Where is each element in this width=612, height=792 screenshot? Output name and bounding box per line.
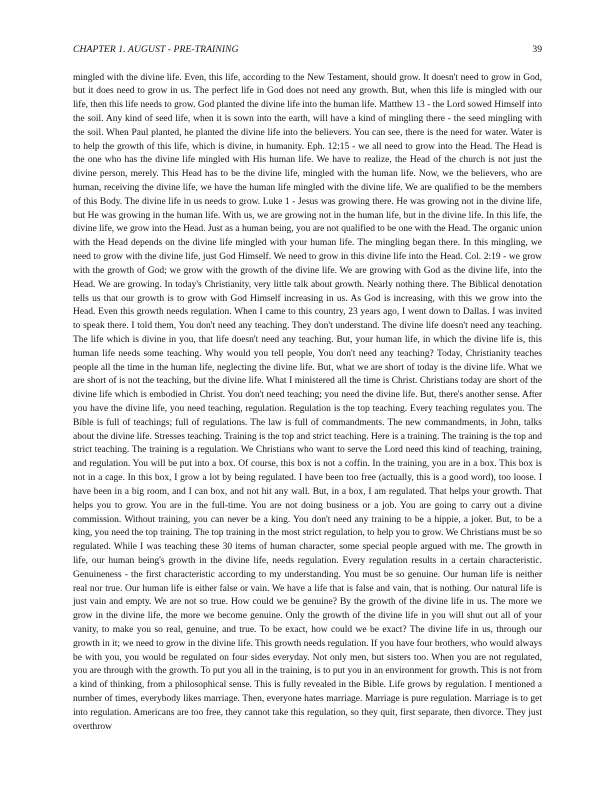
page-number: 39 [532, 44, 542, 55]
running-header [73, 43, 542, 57]
body-paragraph: mingled with the divine life. Even, this life, according to the New Testament, should grow. It doesn't need to grow in God, but it does need to grow in us. The perfect life in God does not need any growth. But, when this life is mingled with our life, then this life needs to grow. God planted the divine life into the human life. Matthew 13 - the Lord sowed Himself into the soil. Any kind of seed life, when it is sown into the earth, will have a kind of mingling there - the seed mingling with the soil. When Paul planted, he planted the divine life into the believers. You can see, there is the need for water. Water is to help the growth of this life, which is divine, in humanity. Eph. 12:15 - we all need to grow into the Head. The Head is the one who has the divine life mingled with His human life. We have to realize, the Head of the church is not just the divine person, merely. This Head has to be the divine life, mingled with the human life. Now, we the believers, who are human, receiving the divine life, we have the human life mingled with the divine life. We are qualified to be the members of this Body. The divine life in us needs to grow. Luke 1 - Jesus was growing there. He was growing not in the divine life, but He was growing in the human life. With us, we are growing not in the human life, but in the divine life. In this life, the divine life, we grow into the Head. Just as a human being, you are not qualified to be one with the Head. The organic union with the Head depends on the divine life mingled with your human life. The mingling began there. In this mingling, we need to grow with the divine life, just God Himself. We need to grow in this divine life into the Head. Col. 2:19 - we grow with the growth of God; we grow with the growth of the divine life. We are growing with God as the divine life, into the Head. We are growing. In today's Christianity, very little talk about growth. Nearly nothing there. The Biblical denotation tells us that our growth is to grow with God Himself increasing in us. As God is increasing, with this we grow into the Head. Even this growth needs regulation. When I came to this country, 23 years ago, I went down to Dallas. I was invited to speak there. I told them, You don't need any teaching. They don't understand. The divine life doesn't need any teaching. The life which is divine in you, that life doesn't need any teaching. But, your human life, in which the divine life is, this human life needs some teaching. Why would you tell people, You don't need any teaching? Today, Christianity teaches people all the time in the human life, neglecting the divine life. But, what we are short of today is the divine life. What we are short of is not the teaching, but the divine life. What I ministered all the time is Christ. Christians today are short of the divine life which is embodied in Christ. You don't need teaching; you need the divine life. But, there's another sense. After you have the divine life, you need teaching, regulation. Regulation is the top teaching. Every teaching regulates you. The Bible is full of teachings; full of regulations. The law is full of commandments. The new commandments, in John, talks about the divine life. Stresses teaching. Training is the top and strict teaching. Here is a training. The training is the top and strict teaching. The training is a regulation. We Christians who want to serve the Lord need this kind of teaching, training, and regulation. You will be put into a box. Of course, this box is not a coffin. In the training, you are in a box. This box is not in a cage. In this box, I grow a lot by being regulated. I have been too free (actually, this is a good word), too loose. I have been in a big room, and I can box, and not hit any wall. But, in a box, I am regulated. That helps your growth. That helps you to grow. You are in the full-time. You are not doing business or a job. You are going to carry out a divine commission. Without training, you can never be a king. You don't need any training to be a hippie, a joker. But, to be a king, you need the top training. The top training in the most strict regulation, to help you to grow. We Christians must be so regulated. While I was teaching these 30 items of human character, some special people argued with me. The growth in life, our human being's growth in the divine life, needs regulation. Every regulation results in a certain characteristic. Genuineness - the first characteristic according to my understanding. You must be so genuine. Our human life is neither real nor true. Our human life is either false or vain. We have a life that is false and vain, that is nothing. Our natural life is just vain and empty. We are not so true. How could we be genuine? By the growth of the divine life in us. The more we grow in the divine life, the more we become genuine. Only the growth of the divine life in you will shut out all of your vanity, to make you so real, genuine, and true. To be exact, how could we be exact? The divine life in us, through our growth in it; we need to grow in the divine life. This growth needs regulation. If you have four brothers, who would always be with you, you would be regulated on four sides everyday. Not only men, but sisters too. When you are not regulated, you are through with the growth. To put you all in the training, is to put you in an environment for growth. This is not from a kind of thinking, from a philosophical sense. This is fully revealed in the Bible. Life grows by regulation. I mentioned a number of times, everybody likes marriage. Then, everyone hates marriage. Marriage is pure regulation. Marriage is to get into regulation. Americans are too free, they cannot take this regulation, so they quit, first separate, then divorce. They just overthrow [73, 72, 542, 732]
chapter-title: CHAPTER 1. AUGUST - PRE-TRAINING [73, 44, 239, 55]
